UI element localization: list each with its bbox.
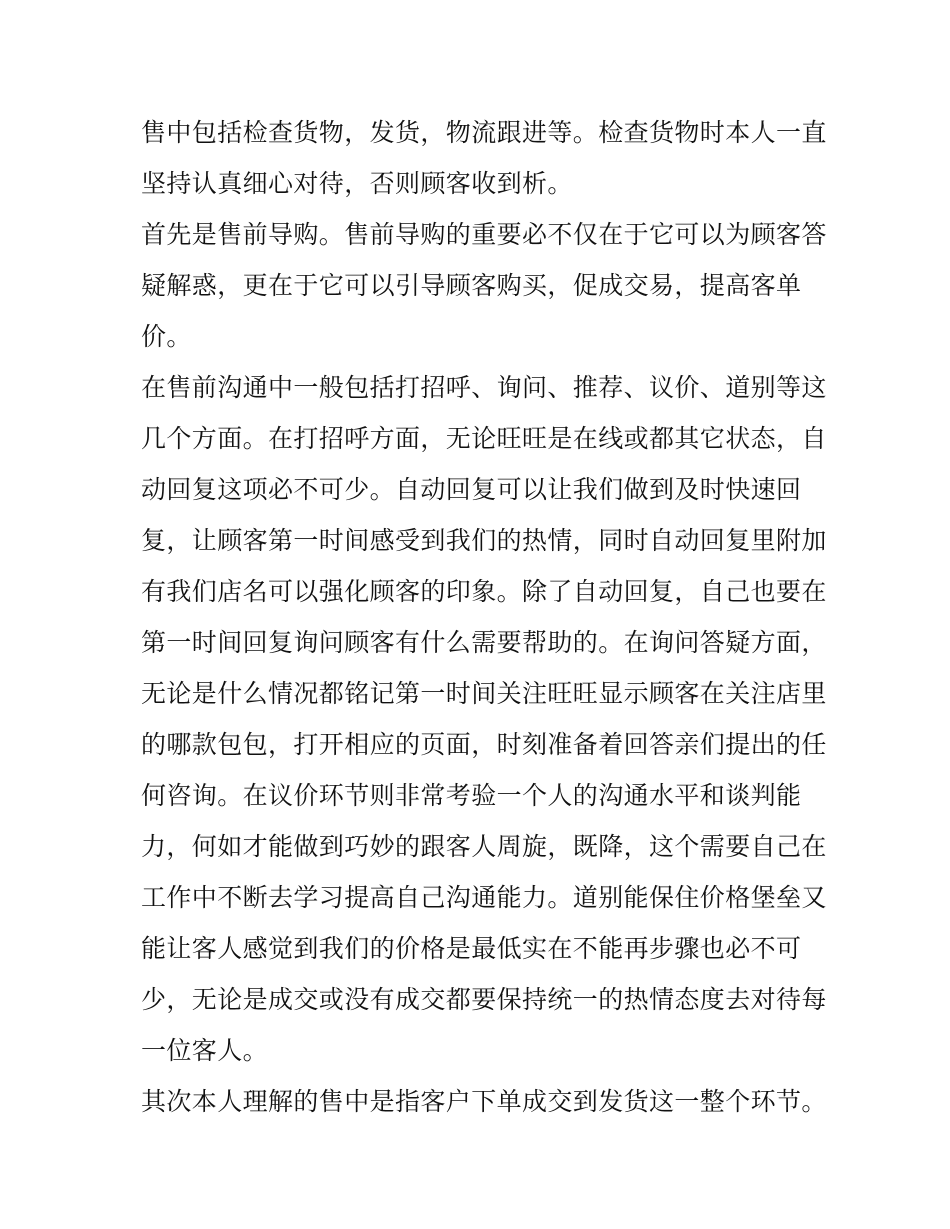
text-line: 有我们店名可以强化顾客的印象。除了自动回复，自己也要在 (141, 577, 827, 606)
text-line: 复，让顾客第一时间感受到我们的热情，同时自动回复里附加 (141, 526, 827, 555)
text-line: 能让客人感觉到我们的价格是最低实在不能再步骤也必不可 (141, 934, 802, 963)
body-text (141, 107, 827, 1127)
text-line: 的哪款包包，打开相应的页面，时刻准备着回答亲们提出的任 (141, 730, 827, 759)
text-line: 工作中不断去学习提高自己沟通能力。道别能保住价格堡垒又 (141, 883, 827, 912)
text-line: 在售前沟通中一般包括打招呼、询问、推荐、议价、道别等这 (141, 373, 827, 402)
text-line: 力，何如才能做到巧妙的跟客人周旋，既降，这个需要自己在 (141, 832, 827, 861)
text-line: 价。 (141, 322, 192, 351)
text-line: 疑解惑，更在于它可以引导顾客购买，促成交易，提高客单 (141, 271, 802, 300)
text-line: 何咨询。在议价环节则非常考验一个人的沟通水平和谈判能 (141, 781, 802, 810)
text-line: 少，无论是成交或没有成交都要保持统一的热情态度去对待每 (141, 985, 827, 1014)
text-line: 一位客人。 (141, 1036, 269, 1065)
text-line: 动回复这项必不可少。自动回复可以让我们做到及时快速回 (141, 475, 802, 504)
text-line: 第一时间回复询问顾客有什么需要帮助的。在询问答疑方面， (141, 628, 827, 657)
text-line: 其次本人理解的售中是指客户下单成交到发货这一整个环节。 (141, 1087, 827, 1116)
text-line: 坚持认真细心对待，否则顾客收到析。 (141, 169, 573, 198)
text-line: 无论是什么情况都铭记第一时间关注旺旺显示顾客在关注店里 (141, 679, 827, 708)
text-line: 首先是售前导购。售前导购的重要必不仅在于它可以为顾客答 (141, 220, 827, 249)
text-line: 售中包括检查货物，发货，物流跟进等。检查货物时本人一直 (141, 118, 827, 147)
text-line: 几个方面。在打招呼方面，无论旺旺是在线或都其它状态，自 (141, 424, 827, 453)
